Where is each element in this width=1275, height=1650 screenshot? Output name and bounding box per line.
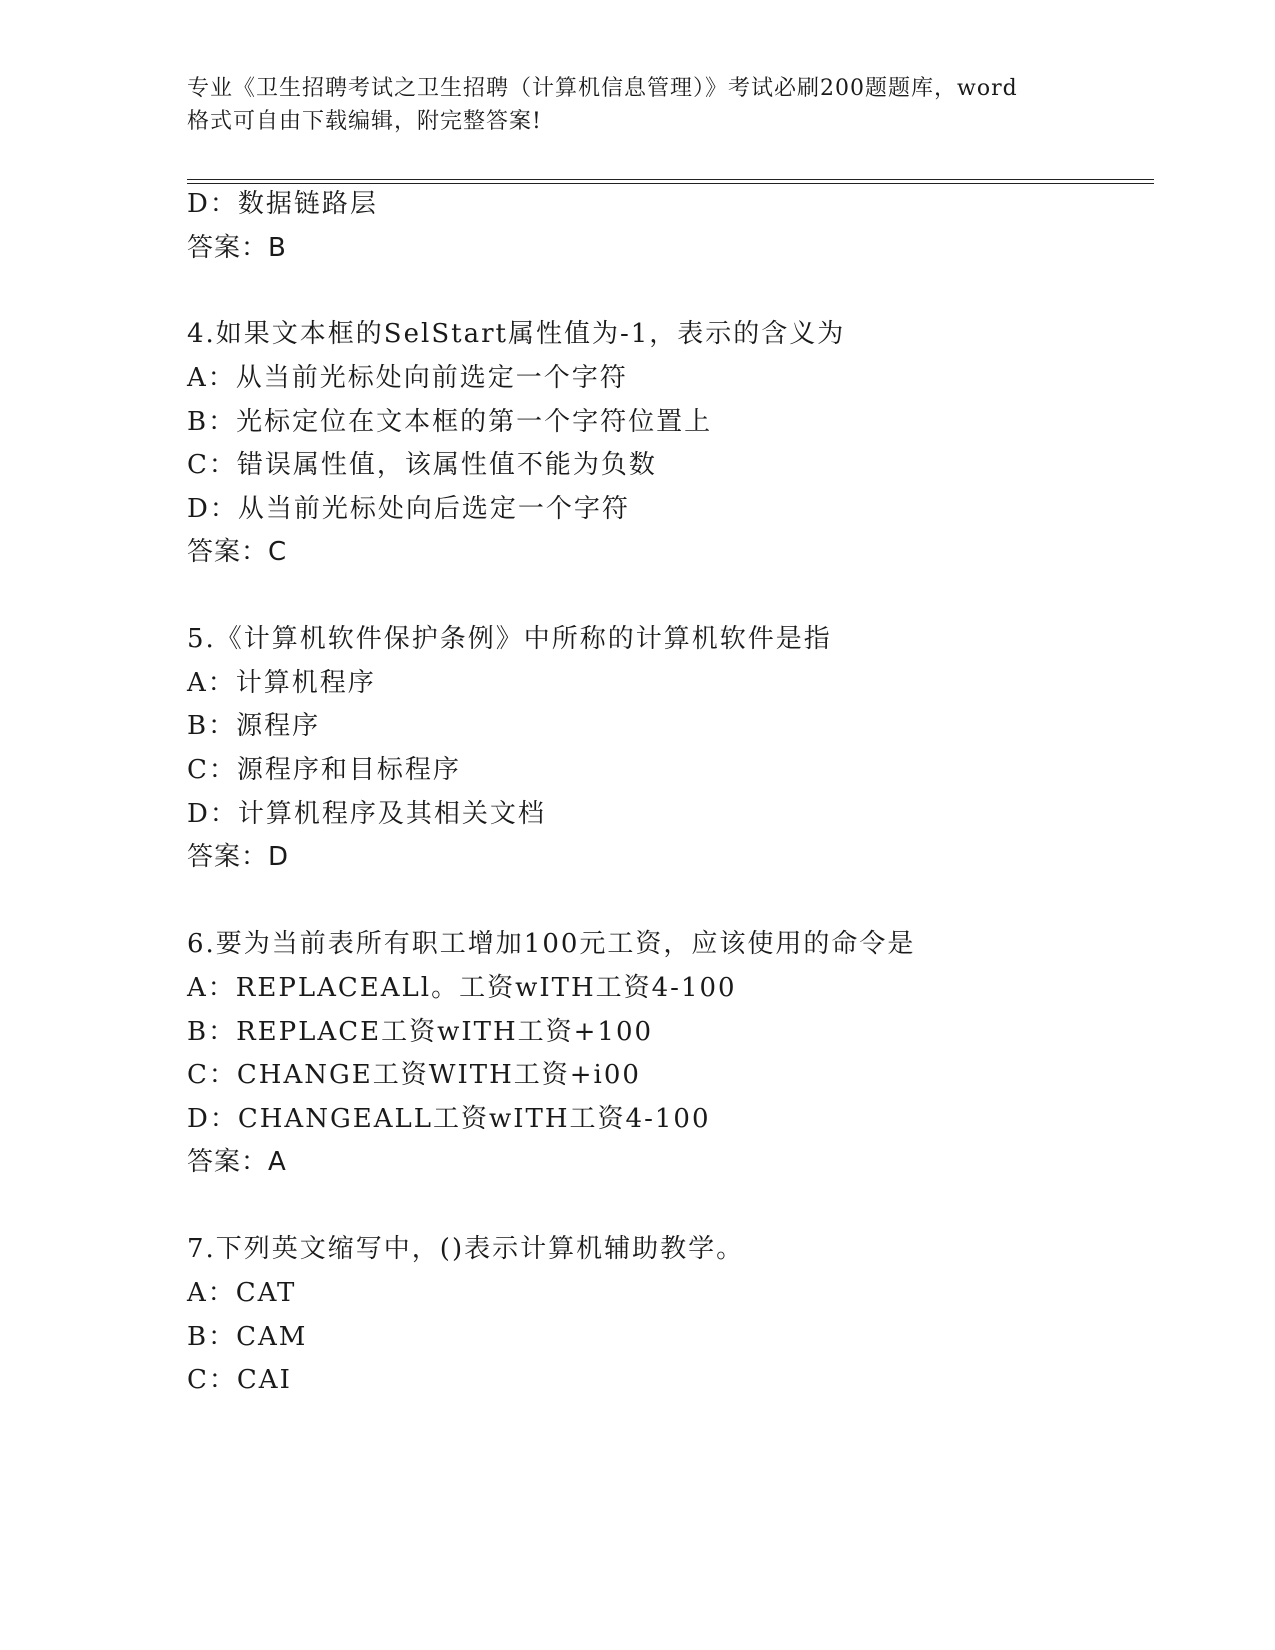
question-6-option-a: A：REPLACEALl。工资wITH工资4-100	[187, 973, 737, 1003]
question-4-option-d: D：从当前光标处向后选定一个字符	[187, 494, 630, 524]
question-6-option-c: C：CHANGE工资WITH工资+i00	[187, 1060, 641, 1090]
question-7-stem: 7.下列英文缩写中，()表示计算机辅助教学。	[187, 1234, 745, 1264]
question-5-option-b: B：源程序	[187, 711, 321, 741]
question-4-option-a: A：从当前光标处向前选定一个字符	[187, 363, 628, 393]
question-7-option-b: B：CAM	[187, 1322, 308, 1352]
question-6-option-b: B：REPLACE工资wITH工资+100	[187, 1017, 654, 1047]
question-4-stem: 4.如果文本框的SelStart属性值为-1，表示的含义为	[187, 319, 846, 349]
header-divider-top	[187, 179, 1154, 180]
question-7-option-c: C：CAI	[187, 1365, 292, 1395]
question-5-answer: 答案：D	[187, 842, 290, 872]
question-6-stem: 6.要为当前表所有职工增加100元工资，应该使用的命令是	[187, 929, 916, 959]
question-5-option-d: D：计算机程序及其相关文档	[187, 799, 546, 829]
document-header	[187, 72, 1107, 138]
prev-option-d: D：数据链路层	[187, 189, 378, 219]
question-7-option-a: A：CAT	[187, 1278, 297, 1308]
question-4-option-b: B：光标定位在文本框的第一个字符位置上	[187, 407, 713, 437]
question-6-answer: 答案：A	[187, 1147, 287, 1177]
question-4-answer: 答案：C	[187, 537, 288, 567]
question-5-stem: 5.《计算机软件保护条例》中所称的计算机软件是指	[187, 624, 832, 654]
question-5-option-a: A：计算机程序	[187, 668, 376, 698]
header-line-1: 专业《卫生招聘考试之卫生招聘（计算机信息管理）》考试必刷200题题库，word	[187, 76, 1018, 101]
prev-answer: 答案：B	[187, 233, 287, 263]
header-divider-bottom	[187, 183, 1154, 184]
question-6-option-d: D：CHANGEALL工资wITH工资4-100	[187, 1104, 711, 1134]
header-line-2: 格式可自由下载编辑，附完整答案!	[187, 109, 542, 134]
question-5-option-c: C：源程序和目标程序	[187, 755, 461, 785]
question-4-option-c: C：错误属性值，该属性值不能为负数	[187, 450, 657, 480]
